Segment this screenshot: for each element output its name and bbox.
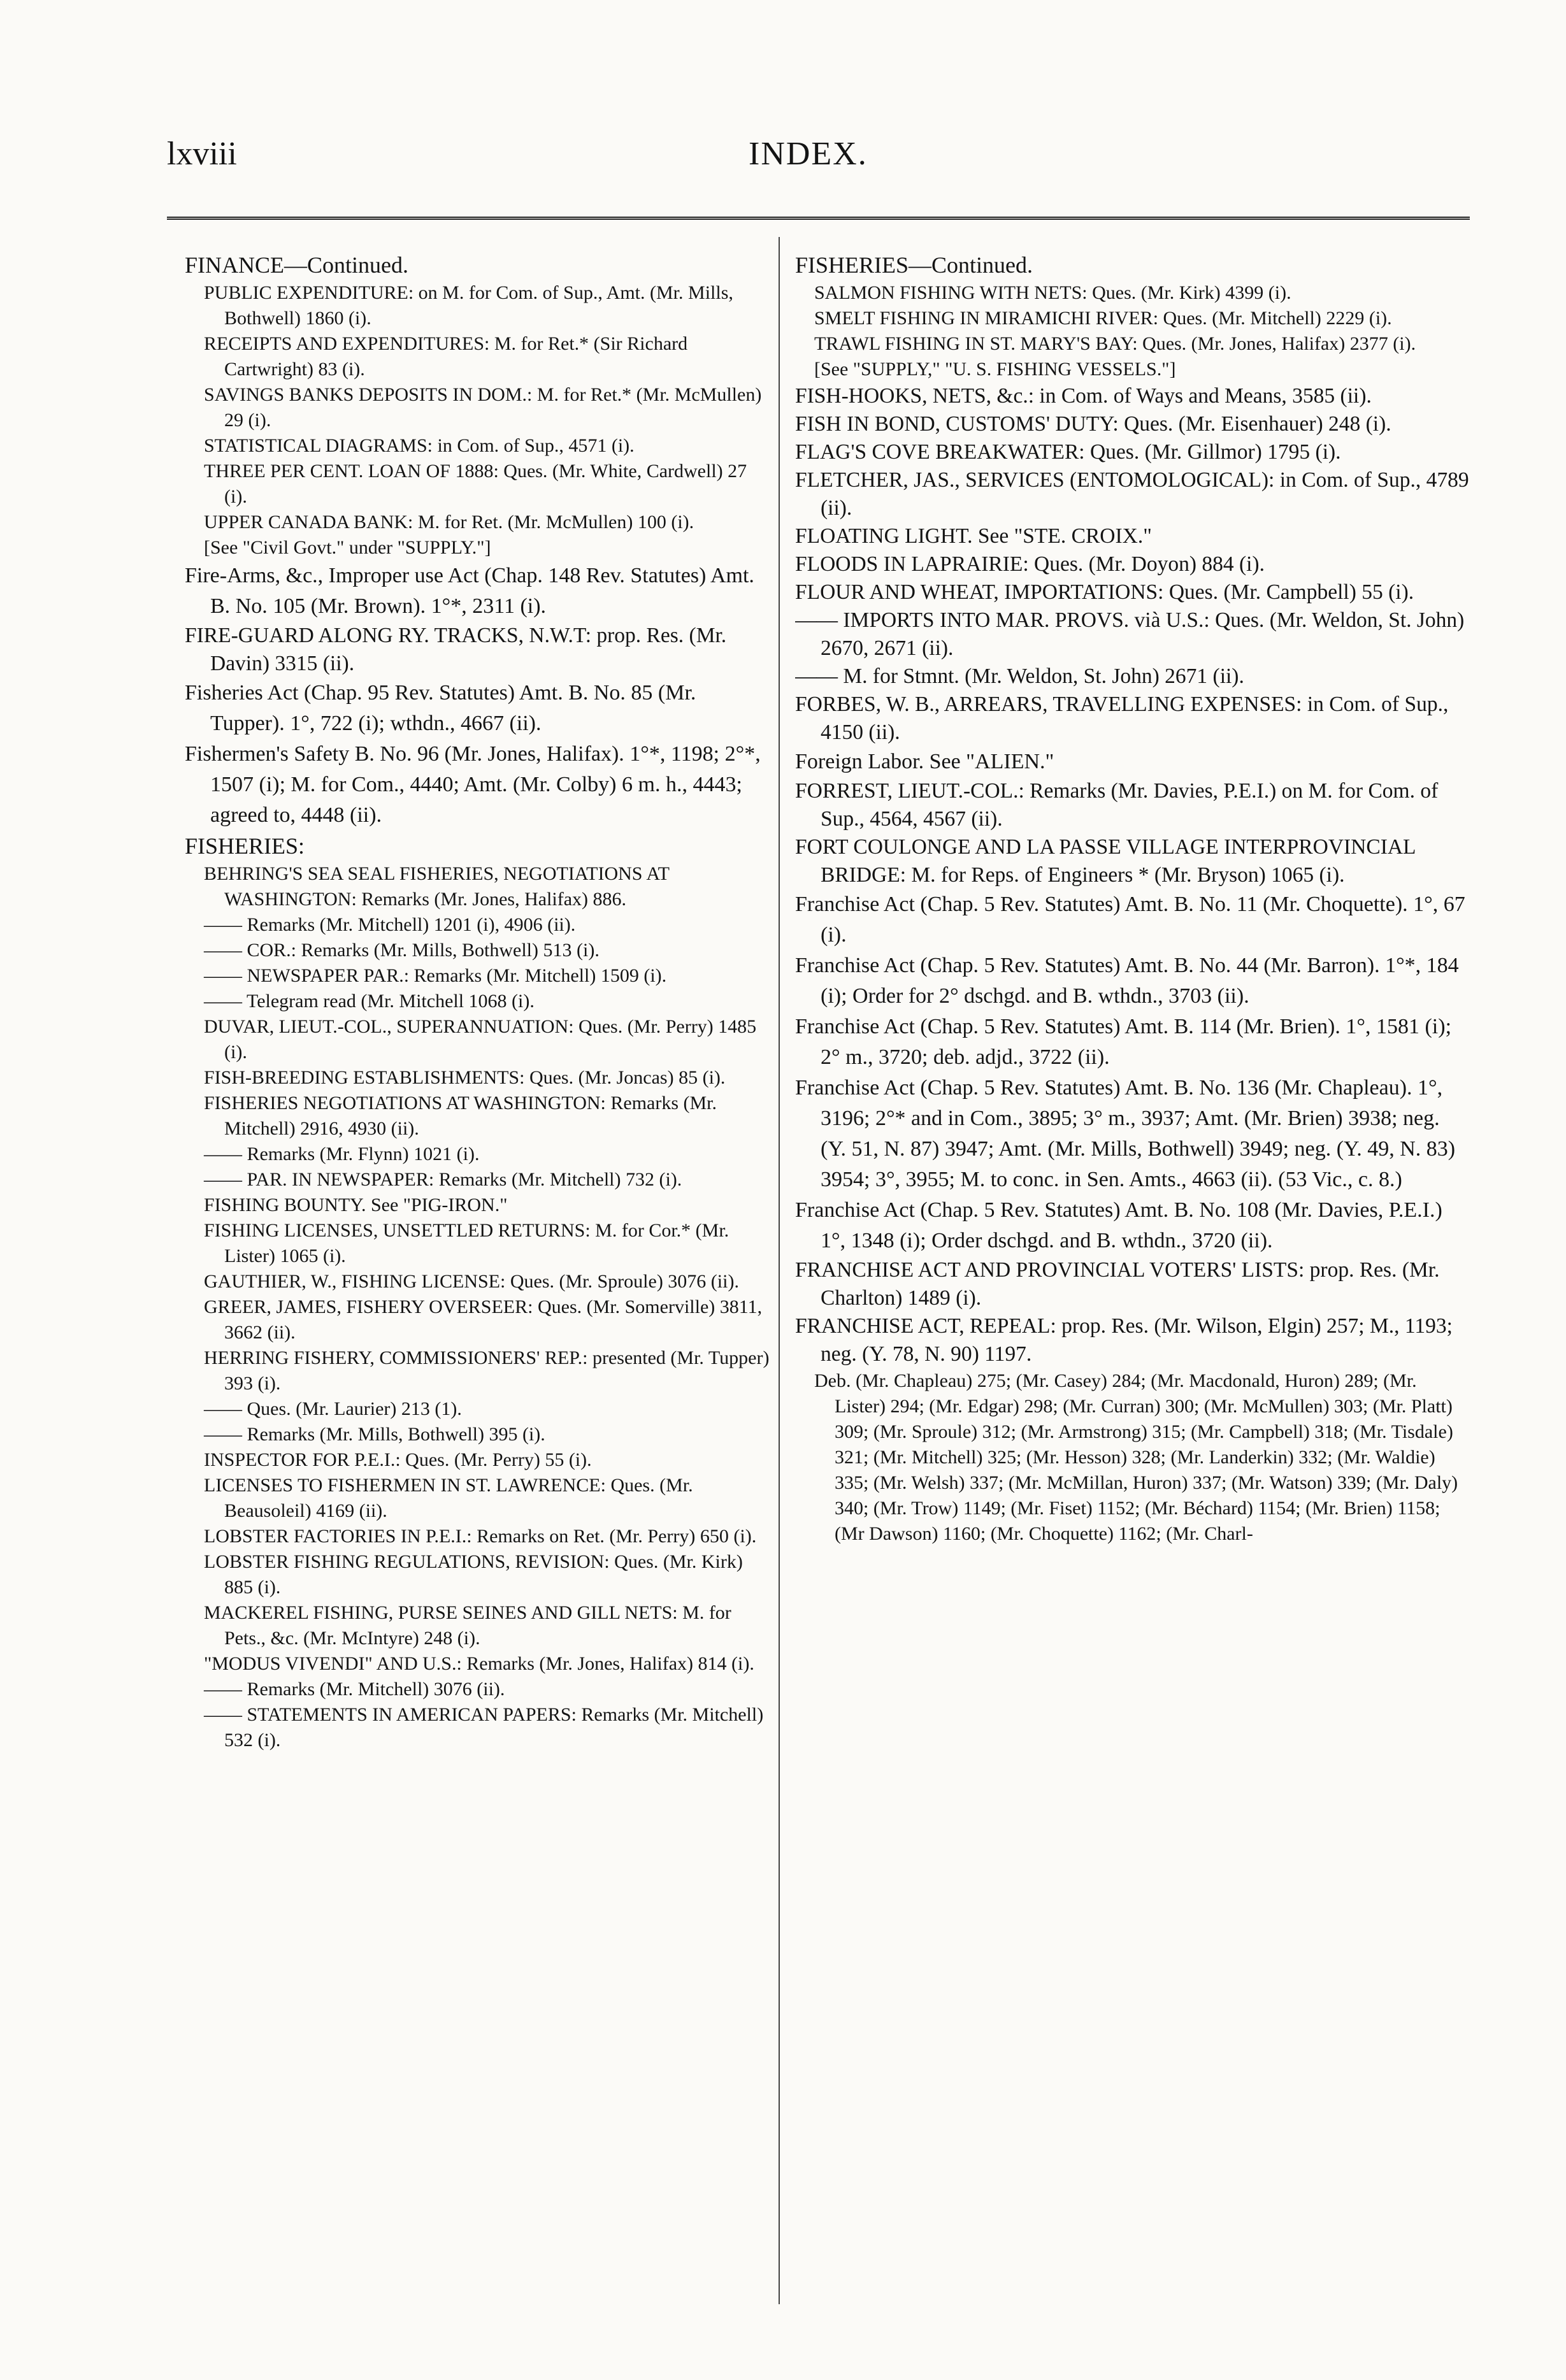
index-entry: GREER, JAMES, FISHERY OVERSEER: Ques. (Mr. Somerville) 3811, 3662 (ii).	[204, 1296, 763, 1343]
index-entry: FISH-BREEDING ESTABLISHMENTS: Ques. (Mr. Joncas) 85 (i).	[204, 1067, 726, 1088]
index-entry: [See "SUPPLY," "U. S. FISHING VESSELS."]	[814, 359, 1176, 380]
index-entry: —— COR.: Remarks (Mr. Mills, Bothwell) 513 (i).	[204, 940, 600, 961]
index-entry: "MODUS VIVENDI" AND U.S.: Remarks (Mr. Jones, Halifax) 814 (i).	[204, 1653, 754, 1674]
section-heading: FISHERIES—Continued.	[795, 252, 1033, 278]
index-entry: LICENSES TO FISHERMEN IN ST. LAWRENCE: Ques. (Mr. Beausoleil) 4169 (ii).	[204, 1475, 693, 1521]
index-entry: —— Remarks (Mr. Mitchell) 1201 (i), 4906 (ii).	[204, 914, 576, 935]
column-divider	[779, 237, 780, 2304]
index-entry: GAUTHIER, W., FISHING LICENSE: Ques. (Mr. Sproule) 3076 (ii).	[204, 1271, 739, 1292]
index-entry-bill: Franchise Act (Chap. 5 Rev. Statutes) Amt. B. No. 44 (Mr. Barron). 1°*, 184 (i); Order for 2° dschgd. and B. wthdn., 3703 (ii).	[795, 954, 1459, 1008]
index-entry: PUBLIC EXPENDITURE: on M. for Com. of Sup., Amt. (Mr. Mills, Bothwell) 1860 (i).	[204, 282, 733, 329]
index-entry: —— Remarks (Mr. Mitchell) 3076 (ii).	[204, 1679, 505, 1700]
index-entry-bill: Fishermen's Safety B. No. 96 (Mr. Jones, Halifax). 1°*, 1198; 2°*, 1507 (i); M. for Com., 4440; Amt. (Mr. Colby) 6 m. h., 4443; agreed to, 4448 (ii).	[185, 742, 761, 827]
index-entry: FLAG'S COVE BREAKWATER: Ques. (Mr. Gillmor) 1795 (i).	[795, 440, 1341, 464]
left-column	[185, 250, 771, 1753]
index-entry: FRANCHISE ACT, REPEAL: prop. Res. (Mr. Wilson, Elgin) 257; M., 1193; neg. (Y. 78, N. 90) 1197.	[795, 1314, 1453, 1366]
index-entry: HERRING FISHERY, COMMISSIONERS' REP.: presented (Mr. Tupper) 393 (i).	[204, 1347, 770, 1394]
section-heading: FINANCE—Continued.	[185, 252, 408, 278]
index-entry: [See "Civil Govt." under "SUPPLY."]	[204, 537, 491, 558]
index-entry: —— Remarks (Mr. Flynn) 1021 (i).	[204, 1143, 480, 1165]
index-entry: SAVINGS BANKS DEPOSITS IN DOM.: M. for Ret.* (Mr. McMullen) 29 (i).	[204, 384, 762, 431]
index-entry: THREE PER CENT. LOAN OF 1888: Ques. (Mr. White, Cardwell) 27 (i).	[204, 461, 747, 507]
index-entry: FISHING BOUNTY. See "PIG-IRON."	[204, 1194, 508, 1215]
index-entry: UPPER CANADA BANK: M. for Ret. (Mr. McMullen) 100 (i).	[204, 512, 694, 533]
index-entry: BEHRING'S SEA SEAL FISHERIES, NEGOTIATIONS AT WASHINGTON: Remarks (Mr. Jones, Halifax) 886.	[204, 863, 670, 910]
index-entry: INSPECTOR FOR P.E.I.: Ques. (Mr. Perry) 55 (i).	[204, 1449, 592, 1470]
index-entry: FORT COULONGE AND LA PASSE VILLAGE INTERPROVINCIAL BRIDGE: M. for Reps. of Engineers * (Mr. Bryson) 1065 (i).	[795, 835, 1416, 887]
index-entry: —— M. for Stmnt. (Mr. Weldon, St. John) 2671 (ii).	[795, 664, 1244, 688]
index-entry: FLOODS IN LAPRAIRIE: Ques. (Mr. Doyon) 884 (i).	[795, 552, 1265, 576]
index-entry: —— STATEMENTS IN AMERICAN PAPERS: Remarks (Mr. Mitchell) 532 (i).	[204, 1704, 764, 1751]
page-header	[0, 135, 1566, 180]
index-entry: FIRE-GUARD ALONG RY. TRACKS, N.W.T: prop. Res. (Mr. Davin) 3315 (ii).	[185, 624, 727, 675]
index-entry: —— Telegram read (Mr. Mitchell 1068 (i).	[204, 991, 535, 1012]
index-entry: FLETCHER, JAS., SERVICES (ENTOMOLOGICAL): in Com. of Sup., 4789 (ii).	[795, 468, 1469, 520]
index-entry: FLOATING LIGHT. See "STE. CROIX."	[795, 524, 1152, 548]
index-entry: FISH-HOOKS, NETS, &c.: in Com. of Ways and Means, 3585 (ii).	[795, 384, 1372, 408]
index-entry-bill: Franchise Act (Chap. 5 Rev. Statutes) Amt. B. 114 (Mr. Brien). 1°, 1581 (i); 2° m., 3720; deb. adjd., 3722 (ii).	[795, 1015, 1452, 1069]
index-entry: STATISTICAL DIAGRAMS: in Com. of Sup., 4571 (i).	[204, 435, 635, 456]
index-entry: —— PAR. IN NEWSPAPER: Remarks (Mr. Mitchell) 732 (i).	[204, 1169, 682, 1190]
index-entry: LOBSTER FACTORIES IN P.E.I.: Remarks on Ret. (Mr. Perry) 650 (i).	[204, 1526, 757, 1547]
index-entry: FLOUR AND WHEAT, IMPORTATIONS: Ques. (Mr. Campbell) 55 (i).	[795, 580, 1414, 604]
page-number: lxviii	[167, 136, 237, 172]
index-entry: FISHERIES NEGOTIATIONS AT WASHINGTON: Remarks (Mr. Mitchell) 2916, 4930 (ii).	[204, 1093, 717, 1139]
index-entry: LOBSTER FISHING REGULATIONS, REVISION: Ques. (Mr. Kirk) 885 (i).	[204, 1551, 743, 1598]
index-entry: SALMON FISHING WITH NETS: Ques. (Mr. Kirk) 4399 (i).	[814, 282, 1291, 303]
section-heading: FISHERIES:	[185, 833, 305, 859]
index-entry-bill: Franchise Act (Chap. 5 Rev. Statutes) Amt. B. No. 11 (Mr. Choquette). 1°, 67 (i).	[795, 892, 1465, 947]
index-entry-bill: Franchise Act (Chap. 5 Rev. Statutes) Amt. B. No. 136 (Mr. Chapleau). 1°, 3196; 2°* and in Com., 3895; 3° m., 3937; Amt. (Mr. Brien) 3938; neg. (Y. 51, N. 87) 3947; Amt. (Mr. Mills, Bothwell) 3949; neg. (Y. 49, N. 83) 3954; 3°, 3955; M. to conc. in Sen. Amts., 4663 (ii). (53 Vic., c. 8.)	[795, 1076, 1456, 1191]
index-entry: FRANCHISE ACT AND PROVINCIAL VOTERS' LISTS: prop. Res. (Mr. Charlton) 1489 (i).	[795, 1258, 1440, 1310]
index-entry: —— Remarks (Mr. Mills, Bothwell) 395 (i).	[204, 1424, 545, 1445]
index-entry-bill: Fire-Arms, &c., Improper use Act (Chap. 148 Rev. Statutes) Amt. B. No. 105 (Mr. Brown). 1°*, 2311 (i).	[185, 564, 754, 618]
index-entry: SMELT FISHING IN MIRAMICHI RIVER: Ques. (Mr. Mitchell) 2229 (i).	[814, 308, 1392, 329]
index-entry: —— Ques. (Mr. Laurier) 213 (1).	[204, 1398, 462, 1419]
index-entry: FISH IN BOND, CUSTOMS' DUTY: Ques. (Mr. Eisenhauer) 248 (i).	[795, 412, 1391, 436]
index-entry: TRAWL FISHING IN ST. MARY'S BAY: Ques. (Mr. Jones, Halifax) 2377 (i).	[814, 333, 1416, 354]
index-entry: —— IMPORTS INTO MAR. PROVS. vià U.S.: Ques. (Mr. Weldon, St. John) 2670, 2671 (ii).	[795, 608, 1465, 660]
index-entry-bill: Fisheries Act (Chap. 95 Rev. Statutes) Amt. B. No. 85 (Mr. Tupper). 1°, 722 (i); wthdn., 4667 (ii).	[185, 681, 696, 735]
header-rule	[167, 217, 1470, 220]
index-entry-debate: Deb. (Mr. Chapleau) 275; (Mr. Casey) 284; (Mr. Macdonald, Huron) 289; (Mr. Lister) 294; (Mr. Edgar) 298; (Mr. Curran) 300; (Mr. McMullen) 303; (Mr. Platt) 309; (Mr. Sproule) 312; (Mr. Armstrong) 315; (Mr. Campbell) 318; (Mr. Tisdale) 321; (Mr. Mitchell) 325; (Mr. Hesson) 328; (Mr. Landerkin) 332; (Mr. Waldie) 335; (Mr. Welsh) 337; (Mr. McMillan, Huron) 337; (Mr. Watson) 339; (Mr. Daly) 340; (Mr. Trow) 1149; (Mr. Fiset) 1152; (Mr. Béchard) 1154; (Mr. Brien) 1158; (Mr Dawson) 1160; (Mr. Choquette) 1162; (Mr. Charl-	[814, 1370, 1458, 1544]
index-entry-bill: Franchise Act (Chap. 5 Rev. Statutes) Amt. B. No. 108 (Mr. Davies, P.E.I.) 1°, 1348 (i); Order dschgd. and B. wthdn., 3720 (ii).	[795, 1198, 1442, 1252]
index-entry: FORREST, LIEUT.-COL.: Remarks (Mr. Davies, P.E.I.) on M. for Com. of Sup., 4564, 4567 (ii).	[795, 779, 1439, 831]
index-entry: FISHING LICENSES, UNSETTLED RETURNS: M. for Cor.* (Mr. Lister) 1065 (i).	[204, 1220, 729, 1266]
index-entry: FORBES, W. B., ARREARS, TRAVELLING EXPENSES: in Com. of Sup., 4150 (ii).	[795, 692, 1449, 744]
index-entry: MACKEREL FISHING, PURSE SEINES AND GILL NETS: M. for Pets., &c. (Mr. McIntyre) 248 (i).	[204, 1602, 731, 1649]
index-entry: DUVAR, LIEUT.-COL., SUPERANNUATION: Ques. (Mr. Perry) 1485 (i).	[204, 1016, 757, 1063]
index-entry-bill: Foreign Labor. See "ALIEN."	[795, 750, 1054, 773]
right-column	[795, 250, 1470, 1547]
page-title: INDEX.	[749, 136, 868, 172]
index-entry: RECEIPTS AND EXPENDITURES: M. for Ret.* (Sir Richard Cartwright) 83 (i).	[204, 333, 688, 380]
index-entry: —— NEWSPAPER PAR.: Remarks (Mr. Mitchell) 1509 (i).	[204, 965, 667, 986]
